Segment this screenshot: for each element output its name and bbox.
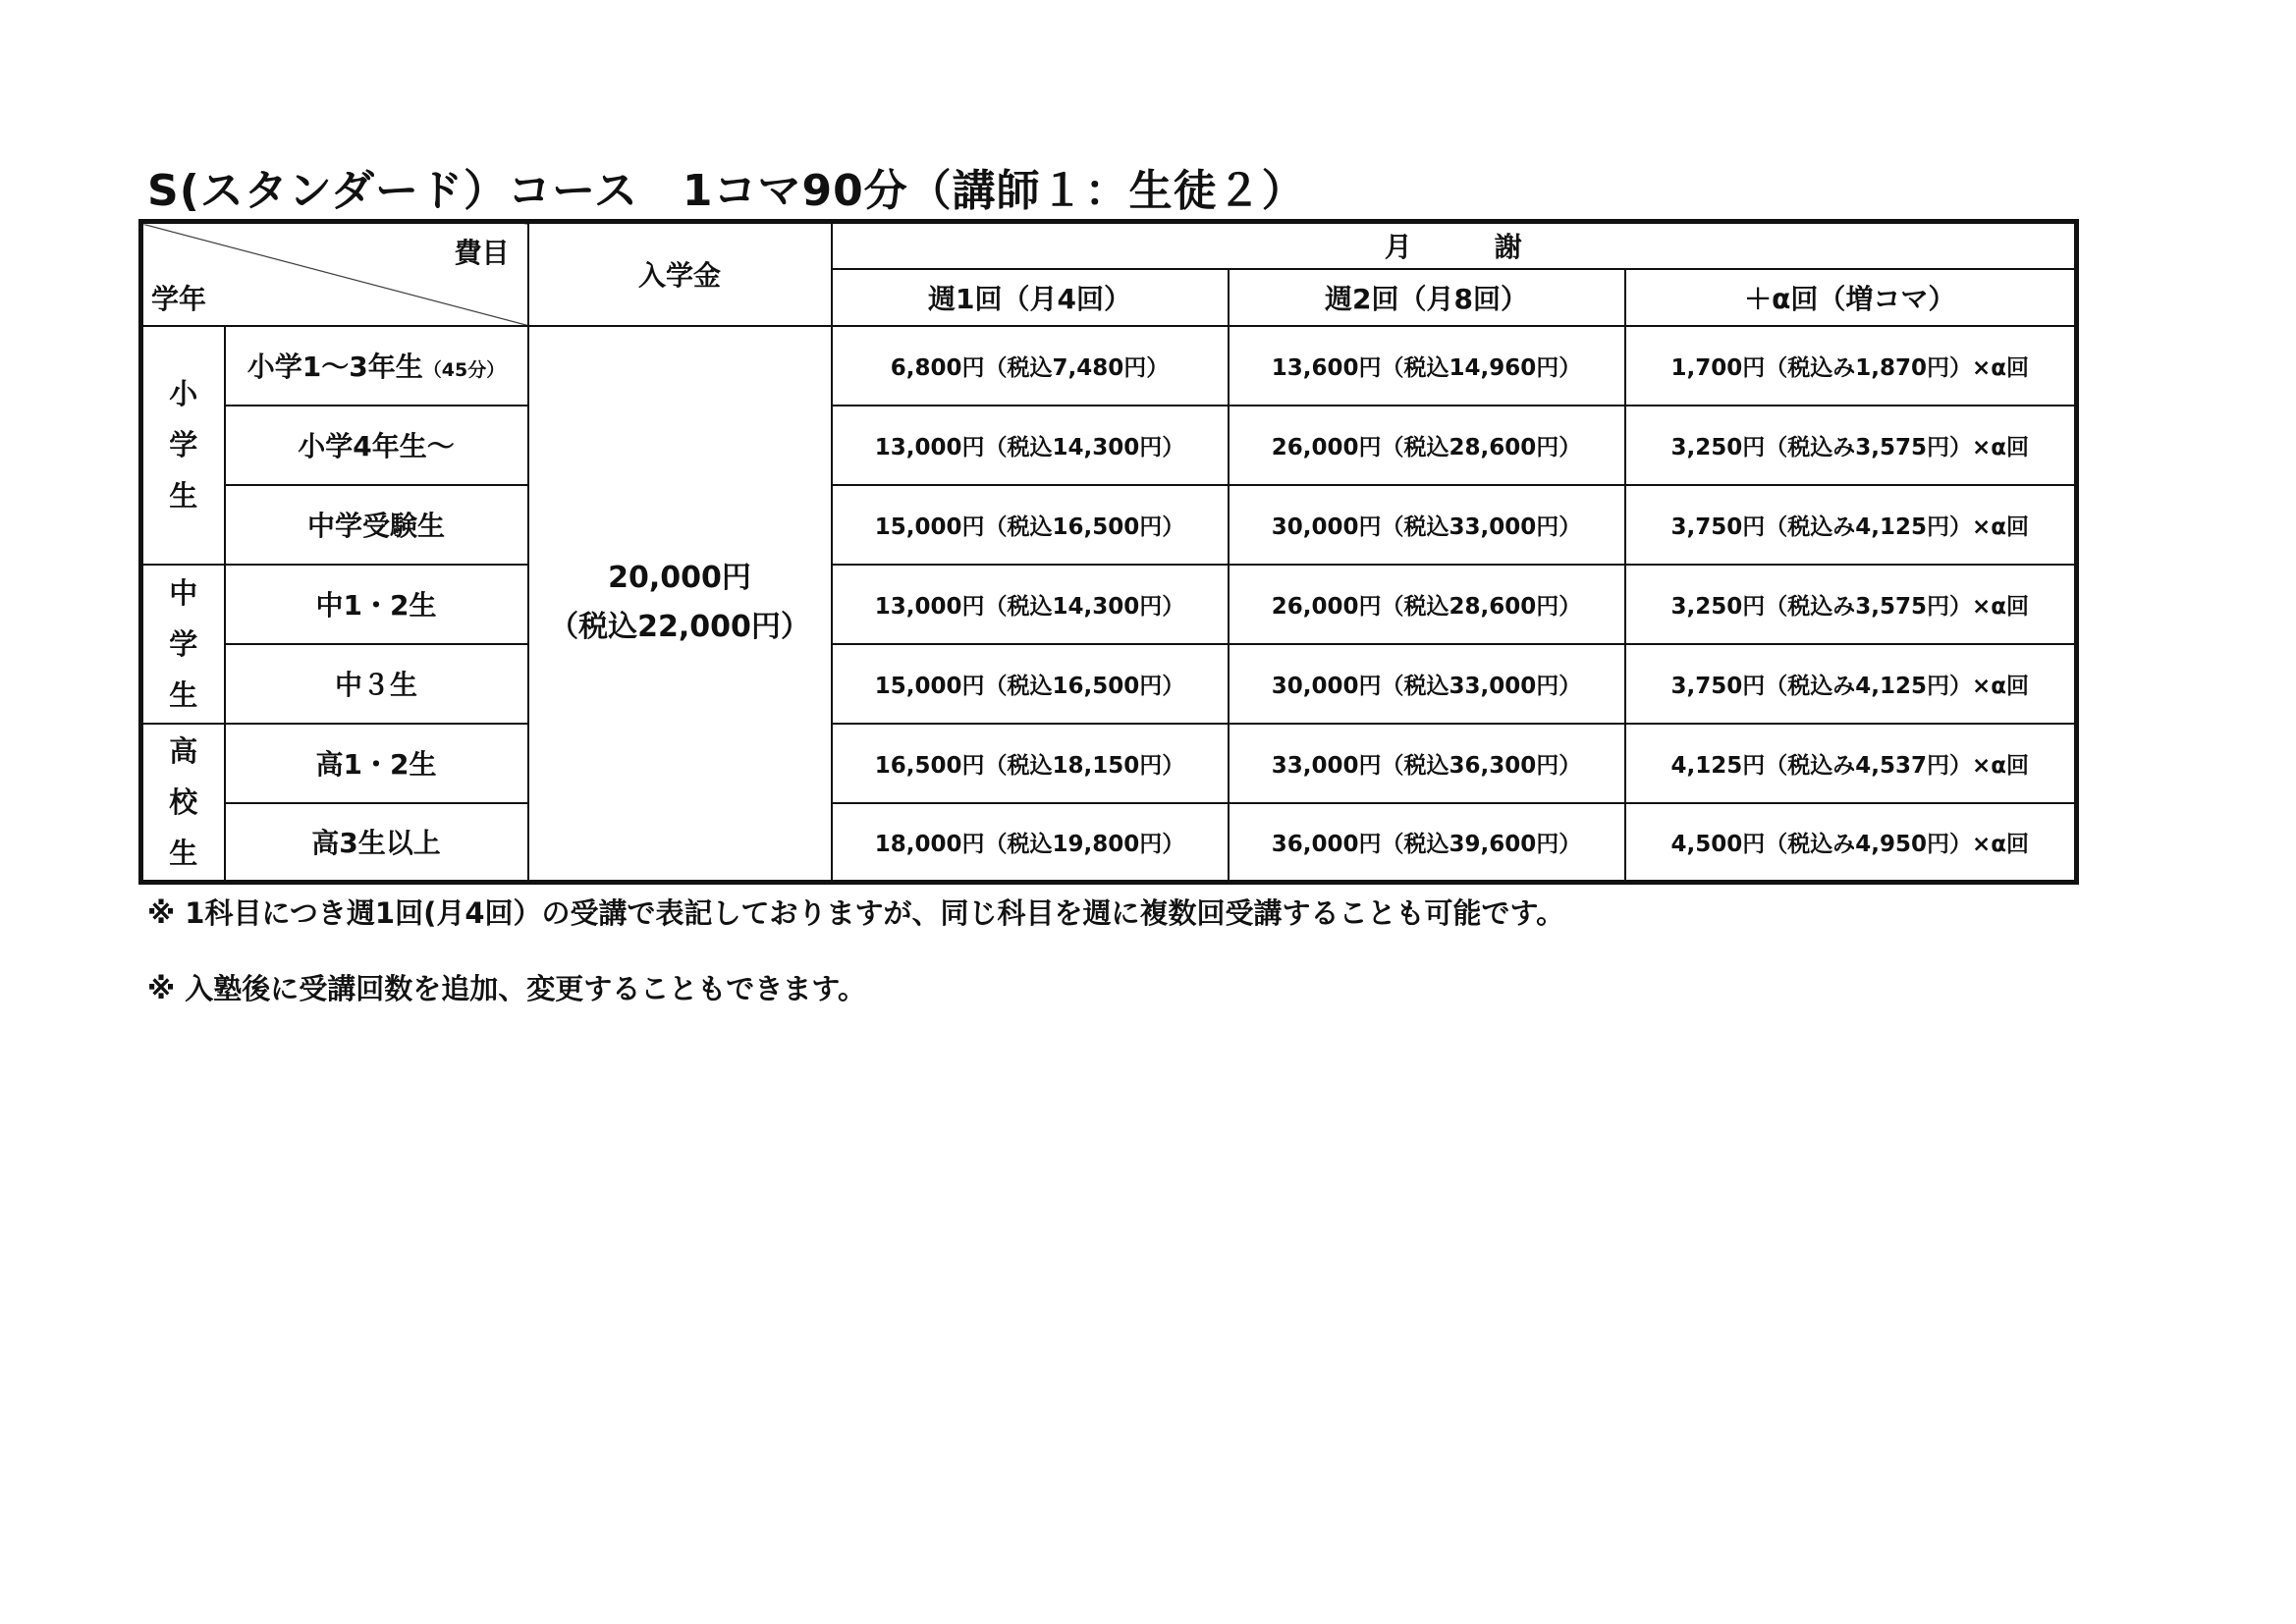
grade-label: 中３生 [225,644,528,724]
page-title: S(スタンダード）コース 1コマ90分（講師１：生徒２） [147,166,1306,216]
price-week2: 36,000円（税込39,600円） [1229,803,1625,883]
fee-table [138,219,2079,885]
grade-label: 小学4年生～ [225,406,528,485]
table-row [141,485,2077,565]
footnotes [147,892,1564,1043]
price-week1: 6,800円（税込7,480円） [832,326,1229,406]
table-row [141,565,2077,644]
grade-label: 高3生以上 [225,803,528,883]
price-week1: 16,500円（税込18,150円） [832,724,1229,803]
table-row [141,644,2077,724]
price-week2: 30,000円（税込33,000円） [1229,644,1625,724]
price-extra: 3,750円（税込み4,125円）×α回 [1625,485,2077,565]
footnote: ※ 1科目につき週1回(月4回）の受講で表記しておりますが、同じ科目を週に複数回受講することも可能です。 [147,896,1565,930]
header-corner-cell [141,222,528,326]
grade-note: （45分） [422,359,506,381]
header-week2: 週2回（月8回） [1229,269,1625,326]
header-week1: 週1回（月4回） [832,269,1229,326]
price-week2: 13,600円（税込14,960円） [1229,326,1625,406]
category-elementary: 小 学 生 [141,326,225,565]
price-week1: 18,000円（税込19,800円） [832,803,1229,883]
header-extra: ＋α回（増コマ） [1625,269,2077,326]
grade-label: 高1・2生 [225,724,528,803]
entrance-fee-tax: （税込22,000円） [549,610,810,645]
header-entrance: 入学金 [528,222,832,326]
table-row [141,406,2077,485]
price-week2: 26,000円（税込28,600円） [1229,565,1625,644]
entrance-fee [528,326,832,883]
table-row [141,326,2077,406]
price-week2: 26,000円（税込28,600円） [1229,406,1625,485]
category-high-school: 高 校 生 [141,724,225,883]
price-week1: 13,000円（税込14,300円） [832,565,1229,644]
price-extra: 3,250円（税込み3,575円）×α回 [1625,406,2077,485]
entrance-fee-amount: 20,000円 [608,561,751,596]
header-fee-item: 費目 [454,237,510,269]
table-row [141,724,2077,803]
header-grade: 学年 [151,282,207,315]
header-monthly: 月 謝 [832,222,2077,269]
price-week2: 30,000円（税込33,000円） [1229,485,1625,565]
category-junior-high: 中 学 生 [141,565,225,724]
grade-label: 小学1～3年生（45分） [225,326,528,406]
footnote: ※ 入塾後に受講回数を追加、変更することもできます。 [147,972,866,1005]
table-row [141,803,2077,883]
price-week1: 15,000円（税込16,500円） [832,485,1229,565]
price-week1: 13,000円（税込14,300円） [832,406,1229,485]
price-extra: 1,700円（税込み1,870円）×α回 [1625,326,2077,406]
price-extra: 3,250円（税込み3,575円）×α回 [1625,565,2077,644]
grade-label: 中1・2生 [225,565,528,644]
price-extra: 3,750円（税込み4,125円）×α回 [1625,644,2077,724]
price-extra: 4,500円（税込み4,950円）×α回 [1625,803,2077,883]
price-week1: 15,000円（税込16,500円） [832,644,1229,724]
grade-label: 中学受験生 [225,485,528,565]
price-extra: 4,125円（税込み4,537円）×α回 [1625,724,2077,803]
price-week2: 33,000円（税込36,300円） [1229,724,1625,803]
